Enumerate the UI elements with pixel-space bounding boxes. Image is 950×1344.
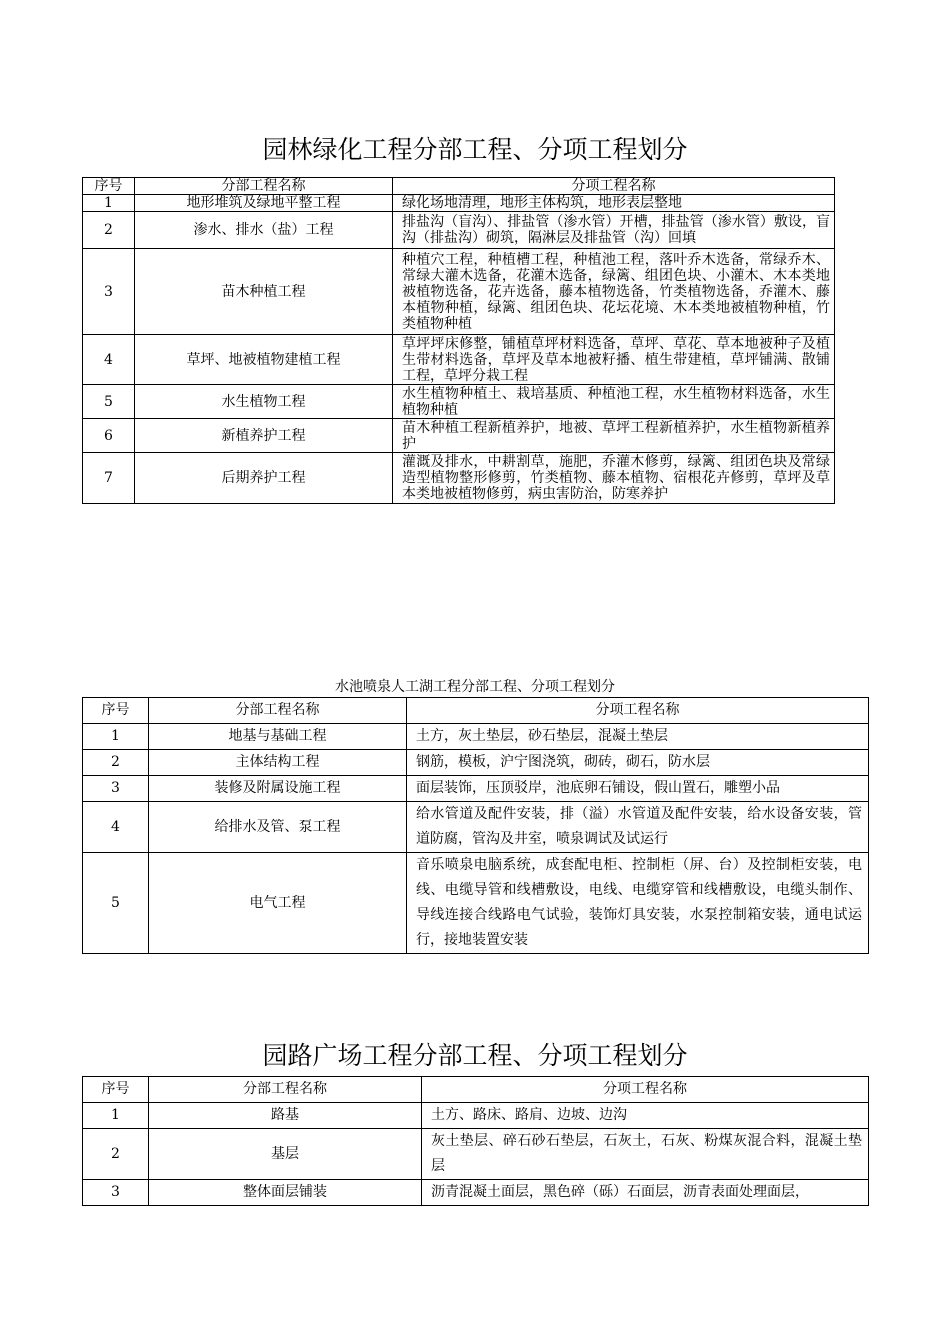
row-items: 土方，灰土垫层，砂石垫层，混凝土垫层	[407, 724, 869, 750]
table-row	[83, 776, 869, 802]
section3-title: 园路广场工程分部工程、分项工程划分	[262, 1041, 688, 1070]
header-cell-items: 分项工程名称	[407, 698, 869, 724]
row-items: 钢筋，模板，沪宁图浇筑，砌砖，砌石，防水层	[407, 750, 869, 776]
table-header-row	[83, 1077, 869, 1103]
row-items: 灰土垫层、碎石砂石垫层，石灰土，石灰、粉煤灰混合料，混凝土垫层	[422, 1129, 869, 1180]
header-cell-no: 序号	[83, 698, 149, 724]
row-no: 2	[83, 750, 149, 776]
section2-title: 水池喷泉人工湖工程分部工程、分项工程划分	[335, 679, 615, 695]
header-cell-part: 分部工程名称	[149, 698, 407, 724]
table-row	[83, 419, 835, 453]
row-part: 主体结构工程	[149, 750, 407, 776]
table-row	[83, 724, 869, 750]
row-items: 音乐喷泉电脑系统，成套配电柜、控制柜（屏、台）及控制柜安装，电线、电缆导管和线槽敷设，电线、电缆穿管和线槽敷设，电缆头制作、导线连接合线路电气试验，装饰灯具安装，水泵控制箱安装，通电试运行，接地装置安装	[407, 853, 869, 954]
table-row	[83, 1180, 869, 1206]
row-part: 整体面层铺装	[149, 1180, 422, 1206]
table-row	[83, 195, 835, 212]
row-part: 水生植物工程	[135, 385, 393, 419]
section1-title: 园林绿化工程分部工程、分项工程划分	[262, 135, 688, 164]
row-part: 给排水及管、泵工程	[149, 802, 407, 853]
header-cell-part: 分部工程名称	[135, 178, 393, 195]
table-row	[83, 385, 835, 419]
header-cell-no: 序号	[83, 1077, 149, 1103]
row-items: 面层装饰，压顶驳岸，池底卵石铺设，假山置石，雕塑小品	[407, 776, 869, 802]
row-no: 3	[83, 249, 135, 335]
table-header-row	[83, 698, 869, 724]
row-part: 渗水、排水（盐）工程	[135, 212, 393, 249]
header-cell-no: 序号	[83, 178, 135, 195]
row-part: 后期养护工程	[135, 453, 393, 504]
table-header-row	[83, 178, 835, 195]
row-items: 绿化场地清理，地形主体构筑，地形表层整地	[393, 195, 835, 212]
table-row	[83, 212, 835, 249]
row-no: 6	[83, 419, 135, 453]
table-row	[83, 335, 835, 385]
row-no: 4	[83, 802, 149, 853]
table-row	[83, 802, 869, 853]
row-no: 3	[83, 1180, 149, 1206]
row-no: 1	[83, 724, 149, 750]
row-part: 新植养护工程	[135, 419, 393, 453]
row-items: 土方、路床、路肩、边坡、边沟	[422, 1103, 869, 1129]
row-no: 7	[83, 453, 135, 504]
row-no: 5	[83, 853, 149, 954]
row-items: 苗木种植工程新植养护，地被、草坪工程新植养护，水生植物新植养护	[393, 419, 835, 453]
row-items: 排盐沟（盲沟）、排盐管（渗水管）开槽，排盐管（渗水管）敷设，盲沟（排盐沟）砌筑，隔淋层及排盐管（沟）回填	[393, 212, 835, 249]
row-part: 路基	[149, 1103, 422, 1129]
row-part: 电气工程	[149, 853, 407, 954]
row-no: 3	[83, 776, 149, 802]
table-row	[83, 1103, 869, 1129]
row-items: 给水管道及配件安装，排（溢）水管道及配件安装，给水设备安装，管道防腐，管沟及井室，喷泉调试及试运行	[407, 802, 869, 853]
section2-table	[82, 697, 869, 954]
row-part: 地基与基础工程	[149, 724, 407, 750]
header-cell-items: 分项工程名称	[393, 178, 835, 195]
row-part: 基层	[149, 1129, 422, 1180]
row-no: 5	[83, 385, 135, 419]
table-row	[83, 750, 869, 776]
header-cell-items: 分项工程名称	[422, 1077, 869, 1103]
row-no: 1	[83, 195, 135, 212]
row-no: 1	[83, 1103, 149, 1129]
row-part: 装修及附属设施工程	[149, 776, 407, 802]
section3-table	[82, 1076, 869, 1206]
row-no: 4	[83, 335, 135, 385]
row-items: 水生植物种植土、栽培基质、种植池工程，水生植物材料选备，水生植物种植	[393, 385, 835, 419]
section1-table	[82, 177, 835, 504]
table-row	[83, 249, 835, 335]
table-row	[83, 453, 835, 504]
row-no: 2	[83, 1129, 149, 1180]
row-part: 地形堆筑及绿地平整工程	[135, 195, 393, 212]
row-items: 沥青混凝土面层，黑色碎（砾）石面层，沥青表面处理面层，	[422, 1180, 869, 1206]
row-part: 草坪、地被植物建植工程	[135, 335, 393, 385]
row-items: 种植穴工程，种植槽工程，种植池工程，落叶乔木选备，常绿乔木、常绿大灌木选备，花灌木选备，绿篱、组团色块、小灌木、木本类地被植物选备，花卉选备，藤本植物选备，竹类植物选备，乔灌木、藤本植物种植，绿篱、组团色块、花坛花境、木本类地被植物种植，竹类植物种植	[393, 249, 835, 335]
table-row	[83, 1129, 869, 1180]
row-part: 苗木种植工程	[135, 249, 393, 335]
table-row	[83, 853, 869, 954]
header-cell-part: 分部工程名称	[149, 1077, 422, 1103]
row-items: 草坪坪床修整，铺植草坪材料选备，草坪、草花、草本地被种子及植生带材料选备，草坪及草本地被籽播、植生带建植，草坪铺满、散铺工程，草坪分栽工程	[393, 335, 835, 385]
row-no: 2	[83, 212, 135, 249]
row-items: 灌溉及排水，中耕割草，施肥，乔灌木修剪，绿篱、组团色块及常绿造型植物整形修剪，竹类植物、藤本植物、宿根花卉修剪，草坪及草本类地被植物修剪，病虫害防治，防寒养护	[393, 453, 835, 504]
